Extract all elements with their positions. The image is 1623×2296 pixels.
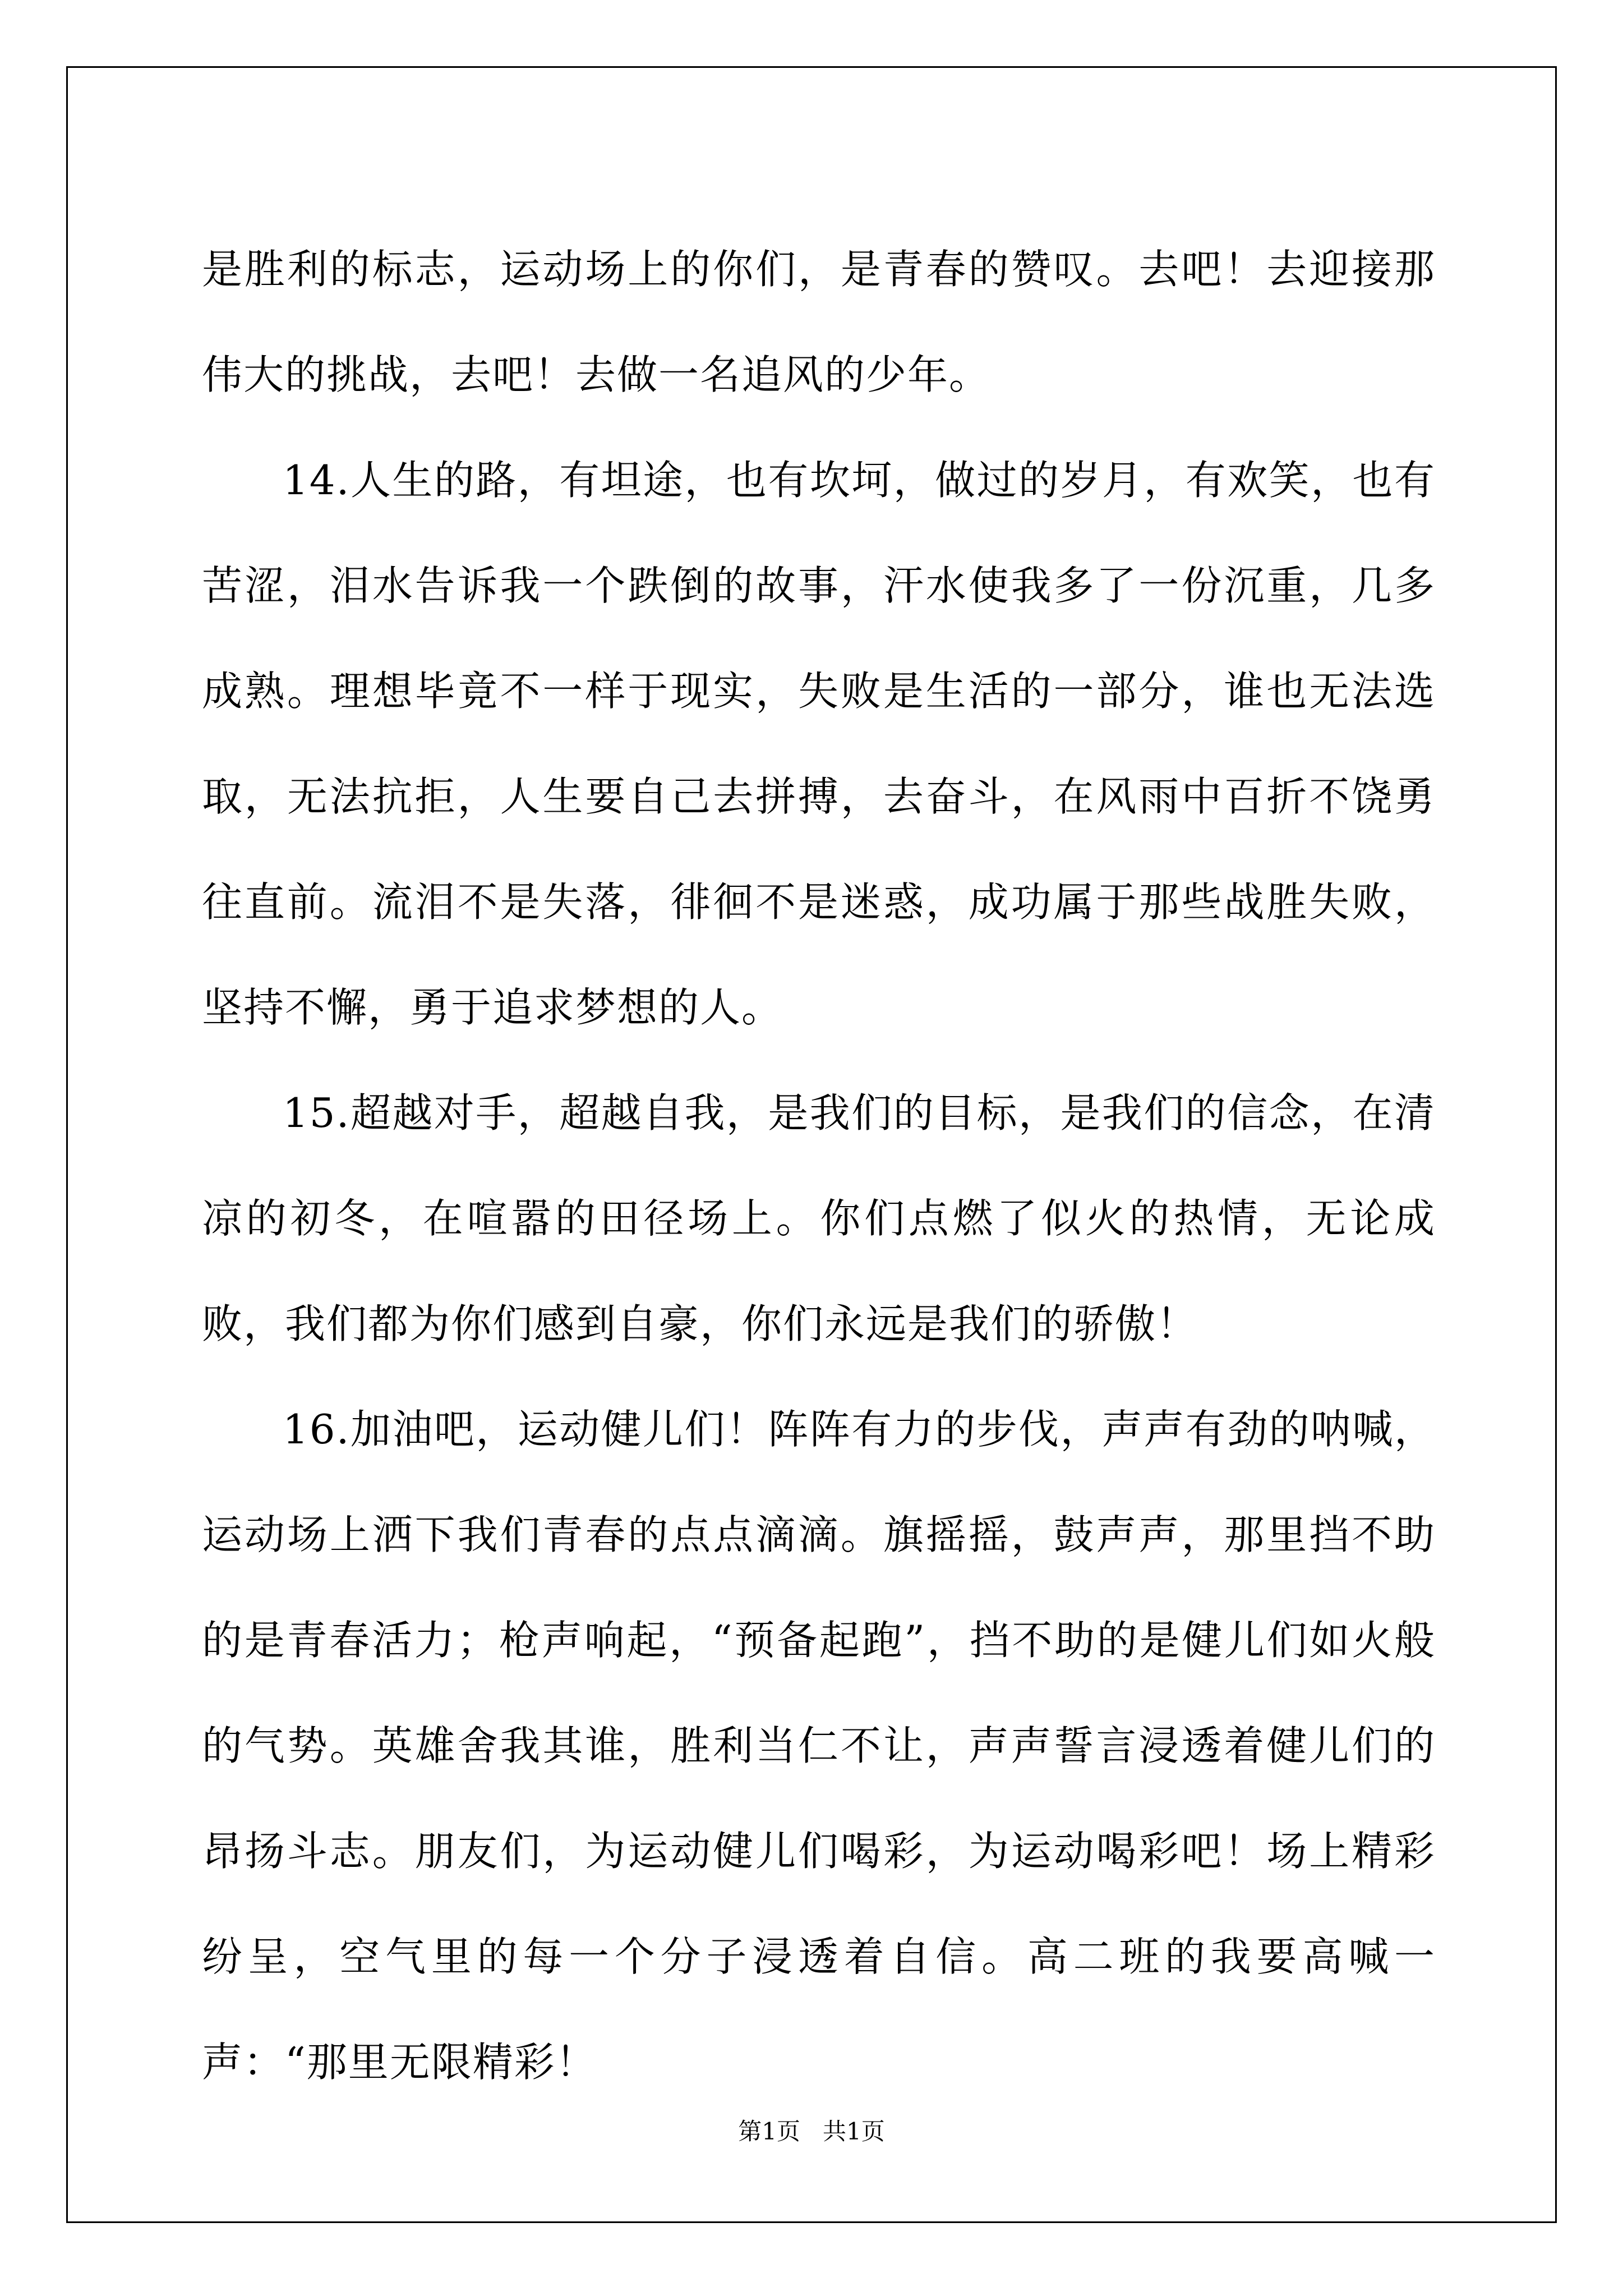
- paragraph-3: 15.超越对手，超越自我，是我们的目标，是我们的信念，在清凉的初冬，在喧嚣的田径场上。你们点燃了似火的热情，无论成败，我们都为你们感到自豪，你们永远是我们的骄傲！: [202, 1089, 1436, 1347]
- paragraph-1: 是胜利的标志，运动场上的你们，是青春的赞叹。去吧！去迎接那伟大的挑战，去吧！去做一名追风的少年。: [202, 246, 1436, 398]
- document-body: [202, 217, 1436, 2115]
- page-total: 共1页: [823, 2118, 885, 2145]
- page-footer: [0, 2115, 1623, 2148]
- paragraph-2: 14.人生的路，有坦途，也有坎坷，做过的岁月，有欢笑，也有苦涩，泪水告诉我一个跌倒的故事，汗水使我多了一份沉重，几多成熟。理想毕竟不一样于现实，失败是生活的一部分，谁也无法选取，无法抗拒，人生要自己去拼搏，去奋斗，在风雨中百折不饶勇往直前。流泪不是失落，徘徊不是迷惑，成功属于那些战胜失败，坚持不懈，勇于追求梦想的人。: [202, 457, 1436, 1031]
- paragraph-4: 16.加油吧，运动健儿们！阵阵有力的步伐，声声有劲的呐喊，运动场上洒下我们青春的点点滴滴。旗摇摇，鼓声声，那里挡不助的是青春活力；枪声响起，“预备起跑”，挡不助的是健儿们如火般的气势。英雄舍我其谁，胜利当仁不让，声声誓言浸透着健儿们的昂扬斗志。朋友们，为运动健儿们喝彩，为运动喝彩吧！场上精彩纷呈，空气里的每一个分子浸透着自信。高二班的我要高喊一声：“那里无限精彩！: [202, 1406, 1436, 2086]
- page-number: 第1页: [738, 2118, 800, 2145]
